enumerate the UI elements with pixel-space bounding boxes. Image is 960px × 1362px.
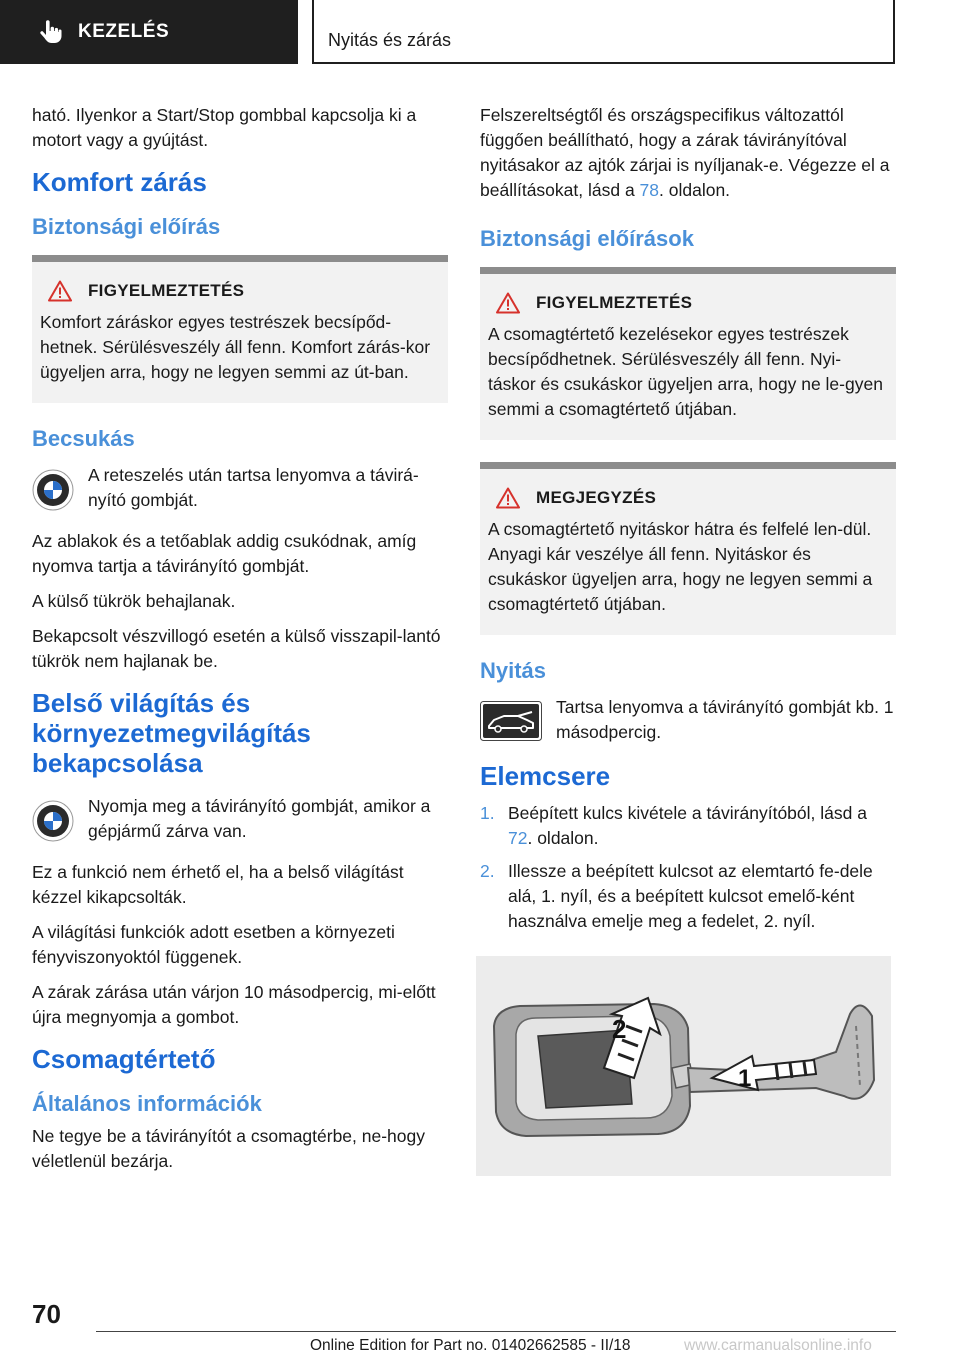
becsukas-text: A reteszelés után tartsa lenyomva a távirá-nyító gombját. bbox=[88, 465, 419, 510]
step-text: Beépített kulcs kivétele a távirányítóból, lásd a 72. oldalon. bbox=[508, 803, 867, 848]
warning-triangle-icon bbox=[48, 280, 72, 302]
trunk-open-button-icon bbox=[480, 701, 542, 741]
step-1 bbox=[480, 801, 896, 851]
bmw-key-button-icon bbox=[32, 469, 74, 511]
right-column bbox=[480, 103, 896, 1176]
arrow-label-1: 1 bbox=[738, 1065, 752, 1092]
step-2 bbox=[480, 859, 896, 934]
paragraph-ablakok: Az ablakok és a tetőablak addig csukódnak, amíg nyomva tartja a távirányító gombját. bbox=[32, 531, 417, 576]
heading-belso-vilagitas: Belső világítás és környezetmegvilágítás bekapcsolása bbox=[32, 688, 311, 778]
paragraph-vilagitasi: A világítási funkciók adott esetben a környezeti fényviszonyoktól függenek. bbox=[32, 922, 395, 967]
warning-text: Komfort záráskor egyes testrészek becsípőd-hetnek. Sérülésveszély áll fenn. Komfort zárás-kor ügyeljen arra, hogy ne legyen semmi az út-ban. bbox=[40, 312, 431, 382]
hand-pointer-icon bbox=[40, 20, 62, 44]
becsukas-instruction bbox=[32, 463, 448, 513]
section-title: KEZELÉS bbox=[78, 21, 170, 42]
nyitas-instruction bbox=[480, 695, 896, 745]
step-number: 1. bbox=[480, 803, 495, 823]
warning-triangle-icon bbox=[496, 487, 520, 509]
note-title: MEGJEGYZÉS bbox=[536, 488, 657, 507]
heading-biztonsagi-eloirasok: Biztonsági előírások bbox=[480, 226, 694, 251]
heading-elemcsere: Elemcsere bbox=[480, 761, 611, 791]
paragraph-zarak: A zárak zárása után várjon 10 másodpercig, mi-előtt újra megnyomja a gombot. bbox=[32, 982, 436, 1027]
footer-divider bbox=[96, 1331, 896, 1332]
section-tab bbox=[0, 0, 298, 64]
chapter-title: Nyitás és zárás bbox=[328, 30, 452, 50]
warning-title: FIGYELMEZTETÉS bbox=[88, 281, 245, 300]
note-box-csomagterteto bbox=[480, 462, 896, 635]
belso-instruction bbox=[32, 794, 448, 844]
page-link-72[interactable]: 72 bbox=[508, 828, 528, 848]
heading-csomagterteto: Csomagtértető bbox=[32, 1044, 216, 1074]
key-illustration-svg bbox=[476, 956, 891, 1176]
warning-box-komfort bbox=[32, 255, 448, 403]
left-column bbox=[32, 103, 448, 1184]
warning-triangle-icon bbox=[496, 292, 520, 314]
paragraph-netegye: Ne tegye be a távirányítót a csomagtérbe, ne-hogy véletlenül bezárja. bbox=[32, 1126, 426, 1171]
step-number: 2. bbox=[480, 861, 495, 881]
nyitas-text: Tartsa lenyomva a távirányító gombját kb. 1 másodpercig. bbox=[556, 697, 894, 742]
belso-text: Nyomja meg a távirányító gombját, amikor a gépjármű zárva van. bbox=[88, 796, 431, 841]
heading-biztonsagi-eloiras: Biztonsági előírás bbox=[32, 214, 221, 239]
heading-altalanos: Általános információk bbox=[32, 1091, 262, 1116]
warning-title: FIGYELMEZTETÉS bbox=[536, 293, 693, 312]
warning-text: A csomagtértető kezelésekor egyes testrészek becsípődhetnek. Sérülésveszély áll fenn. Nyi-táskor és csukáskor ügyeljen arra, hogy ne le-gyen semmi a csomagtértető útjában. bbox=[488, 324, 883, 419]
heading-komfort-zaras: Komfort zárás bbox=[32, 167, 207, 197]
paragraph-tukrok: A külső tükrök behajlanak. bbox=[32, 591, 236, 611]
key-battery-illustration bbox=[476, 956, 891, 1176]
page-link-78[interactable]: 78 bbox=[639, 180, 660, 200]
paragraph-veszvillogo: Bekapcsolt vészvillogó esetén a külső visszapil-lantó tükrök nem hajlanak be. bbox=[32, 626, 441, 671]
bmw-key-button-icon bbox=[32, 800, 74, 842]
chapter-header bbox=[312, 0, 895, 64]
step-text: Illessze a beépített kulcsot az elemtartó fe-dele alá, 1. nyíl, és a beépített kulcsot emelő-ként használva emelje meg a fedelet, 2. nyíl. bbox=[508, 861, 873, 931]
heading-becsukas: Becsukás bbox=[32, 426, 135, 451]
paragraph-funkcio: Ez a funkció nem érhető el, ha a belső világítást kézzel kikapcsolták. bbox=[32, 862, 404, 907]
footer-edition: Online Edition for Part no. 01402662585 - II/18 bbox=[310, 1337, 631, 1354]
heading-nyitas: Nyitás bbox=[480, 658, 547, 683]
note-text: A csomagtértető nyitáskor hátra és felfelé len-dül. Anyagi kár veszélye áll fenn. Nyitáskor és csukáskor ügyeljen arra, hogy ne legyen semmi a csomagtértető útjában. bbox=[488, 519, 873, 614]
page-number: 70 bbox=[32, 1299, 61, 1329]
paragraph-felszereltseg: Felszereltségtől és országspecifikus változattól függően beállítható, hogy a zárak távirányítóval nyitásakor az ajtók zárjai is nyíljanak-e. Végezze el a beállításokat, lásd a 78. oldalon. bbox=[480, 105, 890, 200]
arrow-label-2: 2 bbox=[612, 1014, 627, 1044]
watermark: www.carmanualsonline.info bbox=[684, 1337, 872, 1354]
warning-box-csomagterteto bbox=[480, 267, 896, 440]
elemcsere-steps bbox=[480, 801, 896, 934]
intro-paragraph: ható. Ilyenkor a Start/Stop gombbal kapcsolja ki a motort vagy a gyújtást. bbox=[32, 105, 417, 150]
